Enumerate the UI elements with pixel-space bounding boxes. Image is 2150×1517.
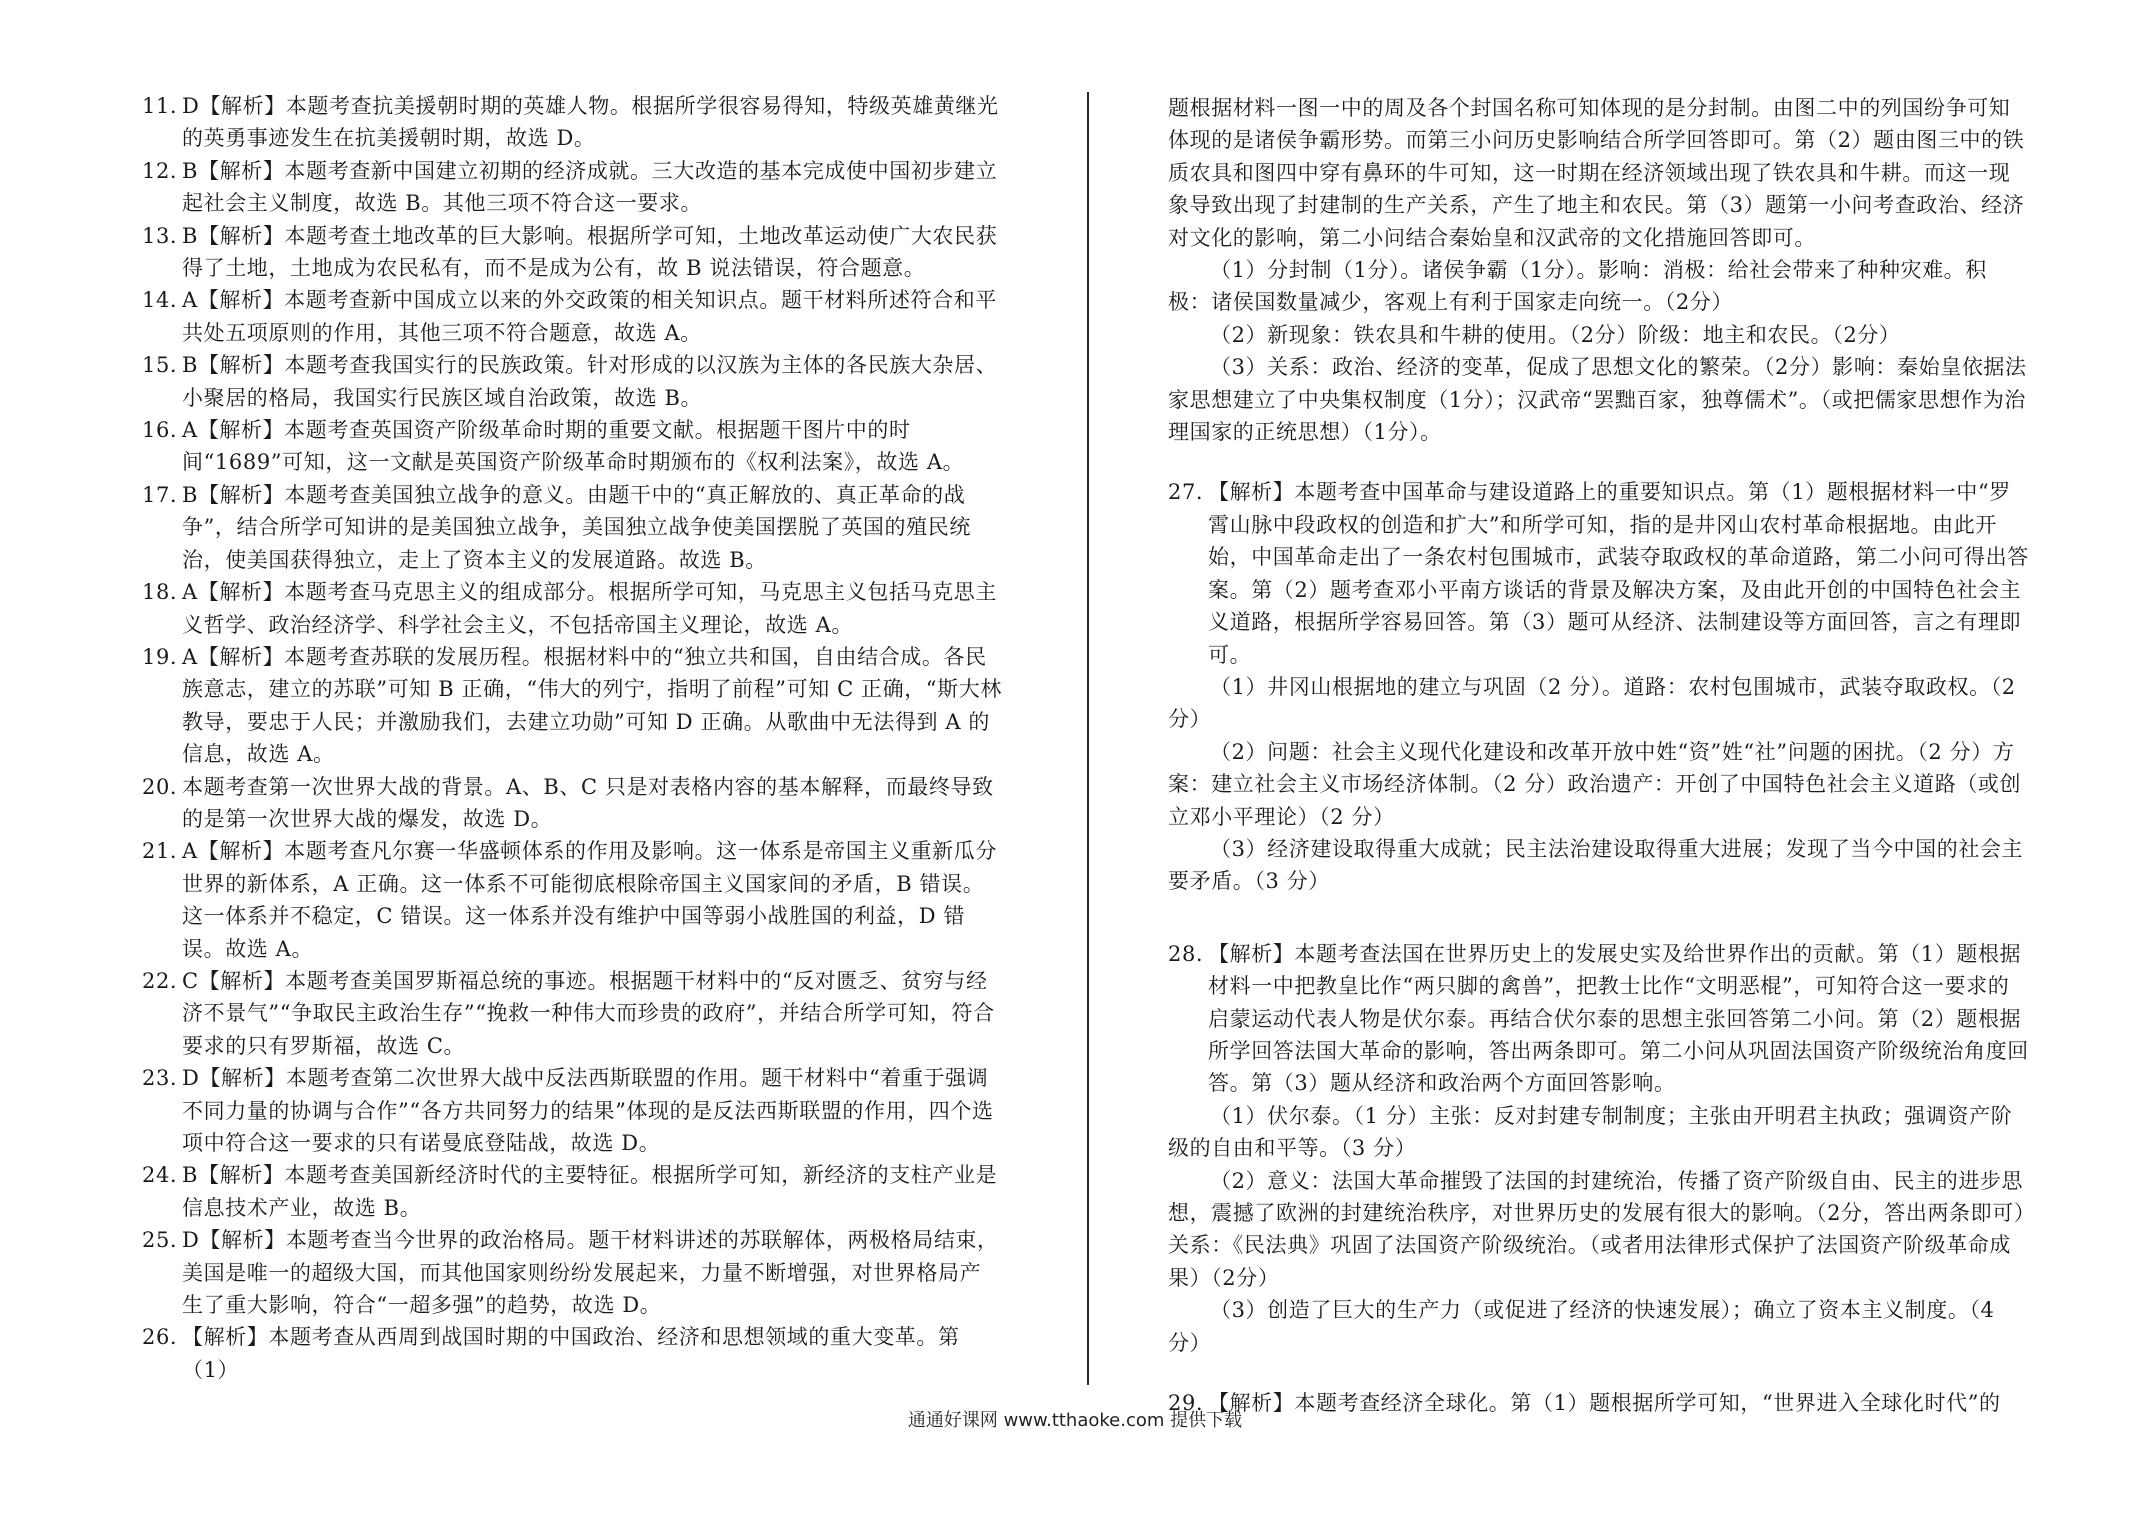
answer-text: D【解析】本题考查当今世界的政治格局。题干材料讲述的苏联解体，两极格局结束，美国是唯一的超级大国，而其他国家则纷纷发展起来，力量不断增强，对世界格局产生了重大影响，符合“一超多强”的趋势，故选 D。 xyxy=(182,1228,999,1318)
question-number: 24. xyxy=(142,1163,178,1188)
question-number: 28. xyxy=(1168,941,1204,966)
question-number: 11. xyxy=(142,94,178,118)
answer-item xyxy=(142,414,1002,479)
answer-text: A【解析】本题考查凡尔赛一华盛顿体系的作用及影响。这一体系是帝国主义重新瓜分世界的新体系，A 正确。这一体系不可能彻底根除帝国主义国家间的矛盾，B 错误。这一体系并不稳定，C 错误。这一体系并没有维护中国等弱小战胜国的利益，D 错误。故选 A。 xyxy=(182,839,997,961)
q28-answer-2: （2）意义：法国大革命摧毁了法国的封建统治，传播了资产阶级自由、民主的进步思想，震撼了欧洲的封建统治秩序，对世界历史的发展有很大的影响。（2分，答出两条即可）关系：《民法典》巩固了法国资产阶级统治。（或者用法律形式保护了法国资产阶级革命成果）（2分） xyxy=(1168,1168,2025,1290)
answer-text: 【解析】本题考查从西周到战国时期的中国政治、经济和思想领域的重大变革。第（1） xyxy=(182,1325,960,1382)
q27-answer-2: （2）问题：社会主义现代化建设和改革开放中姓“资”姓“社”问题的困扰。（2 分）方案：建立社会主义市场经济体制。（2 分）政治遗产：开创了中国特色社会主义道路（或创立邓小平理论）（2 分） xyxy=(1168,739,2022,829)
answer-item xyxy=(142,220,1002,285)
answer-item xyxy=(142,1159,1002,1224)
answer-text: B【解析】本题考查美国独立战争的意义。由题干中的“真正解放的、真正革命的战争”，结合所学可知讲的是美国独立战争，美国独立战争使美国摆脱了英国的殖民统治，使美国获得独立，走上了资本主义的发展道路。故选 B。 xyxy=(182,482,971,572)
q27-answer-3: （3）经济建设取得重大成就；民主法治建设取得重大进展；发现了当今中国的社会主要矛盾。（3 分） xyxy=(1168,836,2024,894)
answer-text: B【解析】本题考查土地改革的巨大影响。根据所学可知，土地改革运动使广大农民获得了土地，土地成为农民私有，而不是成为公有，故 B 说法错误，符合题意。 xyxy=(182,223,998,281)
answer-item xyxy=(142,835,1002,965)
q27-answer-1: （1）井冈山根据地的建立与巩固（2 分）。道路：农村包围城市，武装夺取政权。（2 分） xyxy=(1168,674,2016,732)
answer-item xyxy=(142,771,1002,836)
question-28 xyxy=(1168,938,2030,1359)
answer-item xyxy=(142,1224,1002,1321)
answer-text: A【解析】本题考查英国资产阶级革命时期的重要文献。根据题干图片中的时间“1689”可知，这一文献是英国资产阶级革命时期颁布的《权利法案》，故选 A。 xyxy=(182,418,965,475)
question-number: 23. xyxy=(142,1066,178,1091)
answer-text: A【解析】本题考查马克思主义的组成部分。根据所学可知，马克思主义包括马克思主义哲学、政治经济学、科学社会主义，不包括帝国主义理论，故选 A。 xyxy=(182,580,997,637)
answer-text: C【解析】本题考查美国罗斯福总统的事迹。根据题干材料中的“反对匮乏、贫穷与经济不景气”“争取民主政治生存”“挽救一种伟大而珍贵的政府”，并结合所学可知，符合要求的只有罗斯福，故选 C。 xyxy=(182,968,995,1058)
answer-text: 本题考查第一次世界大战的背景。A、B、C 只是对表格内容的基本解释，而最终导致的是第一次世界大战的爆发，故选 D。 xyxy=(182,774,994,831)
q26-answer-2: （2）新现象：铁农具和牛耕的使用。（2分）阶级：地主和农民。（2分） xyxy=(1210,322,1901,347)
answer-item xyxy=(142,155,1002,220)
question-number: 18. xyxy=(142,580,178,605)
question-number: 26. xyxy=(142,1325,178,1350)
answer-item xyxy=(142,641,1002,771)
question-number: 22. xyxy=(142,968,178,993)
question-number: 21. xyxy=(142,839,178,864)
column-divider xyxy=(1087,92,1089,1385)
answer-item xyxy=(142,284,1002,349)
q29-analysis-text: 【解析】本题考查经济全球化。第（1）题根据所学可知，“世界进入全球化时代”的 xyxy=(1208,1391,2001,1416)
answer-item xyxy=(142,1062,1002,1159)
q28-answer-1: （1）伏尔泰。（1 分）主张：反对封建专制制度；主张由开明君主执政；强调资产阶级的自由和平等。（3 分） xyxy=(1168,1103,2013,1161)
question-number: 14. xyxy=(142,288,178,313)
answer-item xyxy=(142,965,1002,1062)
q27-analysis-text: 【解析】本题考查中国革命与建设道路上的重要知识点。第（1）题根据材料一中“罗霄山脉中段政权的创造和扩大”和所学可知，指的是井冈山农村革命根据地。由此开始，中国革命走出了一条农村包围城市，武装夺取政权的革命道路，第二小问可得出答案。第（2）题考查邓小平南方谈话的背景及解决方案，及由此开创的中国特色社会主义道路，根据所学容易回答。第（3）题可从经济、法制建设等方面回答，言之有理即可。 xyxy=(1208,480,2029,667)
answer-item xyxy=(142,479,1002,576)
answer-item xyxy=(142,1321,1002,1386)
right-column xyxy=(1168,92,2030,1419)
answer-item xyxy=(142,90,1002,155)
q26-continuation xyxy=(1168,92,2030,448)
question-number: 20. xyxy=(142,774,178,799)
q28-answer-3: （3）创造了巨大的生产力（或促进了经济的快速发展）；确立了资本主义制度。（4 分） xyxy=(1168,1298,1995,1355)
question-number: 13. xyxy=(142,223,178,248)
page-footer: 通通好课网 www.tthaoke.com 提供下载 xyxy=(907,1410,1243,1431)
question-number: 12. xyxy=(142,158,178,183)
answer-text: B【解析】本题考查美国新经济时代的主要特征。根据所学可知，新经济的支柱产业是信息技术产业，故选 B。 xyxy=(182,1163,998,1220)
answer-text: A【解析】本题考查苏联的发展历程。根据材料中的“独立共和国，自由结合成。各民族意志，建立的苏联”可知 B 正确，“伟大的列宁，指明了前程”可知 C 正确，“斯大林教导，要忠于人民；并激励我们，去建立功勋”可知 D 正确。从歌曲中无法得到 A 的信息，故选 A。 xyxy=(182,644,1002,767)
left-column xyxy=(142,90,1002,1386)
question-number: 27. xyxy=(1168,480,1204,505)
q26-answer-1: （1）分封制（1分）。诸侯争霸（1分）。影响：消极：给社会带来了种种灾难。积极：诸侯国数量减少，客观上有利于国家走向统一。（2分） xyxy=(1168,258,1987,315)
question-number: 15. xyxy=(142,353,178,378)
answer-text: D【解析】本题考查抗美援朝时期的英雄人物。根据所学很容易得知，特级英雄黄继光的英勇事迹发生在抗美援朝时期，故选 D。 xyxy=(182,94,999,151)
answer-text: B【解析】本题考查我国实行的民族政策。针对形成的以汉族为主体的各民族大杂居、小聚居的格局，我国实行民族区域自治政策，故选 B。 xyxy=(182,353,998,410)
question-27 xyxy=(1168,476,2030,897)
question-number: 29. xyxy=(1168,1391,1204,1416)
q26-analysis-text: 题根据材料一图一中的周及各个封国名称可知体现的是分封制。由图二中的列国纷争可知体现的是诸侯争霸形势。而第三小问历史影响结合所学回答即可。第（2）题由图三中的铁质农具和图四中穿有鼻环的牛可知，这一时期在经济领域出现了铁农具和牛耕。而这一现象导致出现了封建制的生产关系，产生了地主和农民。第（3）题第一小问考查政治、经济对文化的影响，第二小问结合秦始皇和汉武帝的文化措施回答即可。 xyxy=(1168,96,2025,250)
question-number: 16. xyxy=(142,418,178,443)
question-number: 17. xyxy=(142,482,178,507)
answer-item xyxy=(142,349,1002,414)
answer-text: A【解析】本题考查新中国成立以来的外交政策的相关知识点。题干材料所述符合和平共处五项原则的作用，其他三项不符合题意，故选 A。 xyxy=(182,288,997,345)
question-number: 25. xyxy=(142,1228,178,1253)
answer-text: D【解析】本题考查第二次世界大战中反法西斯联盟的作用。题干材料中“着重于强调不同力量的协调与合作”“各方共同努力的结果”体现的是反法西斯联盟的作用，四个选项中符合这一要求的只有诺曼底登陆战，故选 D。 xyxy=(182,1066,994,1155)
q28-analysis-text: 【解析】本题考查法国在世界历史上的发展史实及给世界作出的贡献。第（1）题根据材料一中把教皇比作“两只脚的禽兽”，把教士比作“文明恶棍”，可知符合这一要求的启蒙运动代表人物是伏尔泰。再结合伏尔泰的思想主张回答第二小问。第（2）题根据所学回答法国大革命的影响，答出两条即可。第二小问从巩固法国资产阶级统治角度回答。第（3）题从经济和政治两个方面回答影响。 xyxy=(1208,941,2029,1096)
answer-item xyxy=(142,576,1002,641)
answer-text: B【解析】本题考查新中国建立初期的经济成就。三大改造的基本完成使中国初步建立起社会主义制度，故选 B。其他三项不符合这一要求。 xyxy=(182,158,998,216)
q26-answer-3: （3）关系：政治、经济的变革，促成了思想文化的繁荣。（2分）影响：秦始皇依据法家思想建立了中央集权制度（1分）；汉武帝“罢黜百家，独尊儒术”。（或把儒家思想作为治理国家的正统思想）（1分）。 xyxy=(1168,355,2027,445)
question-number: 19. xyxy=(142,644,178,669)
